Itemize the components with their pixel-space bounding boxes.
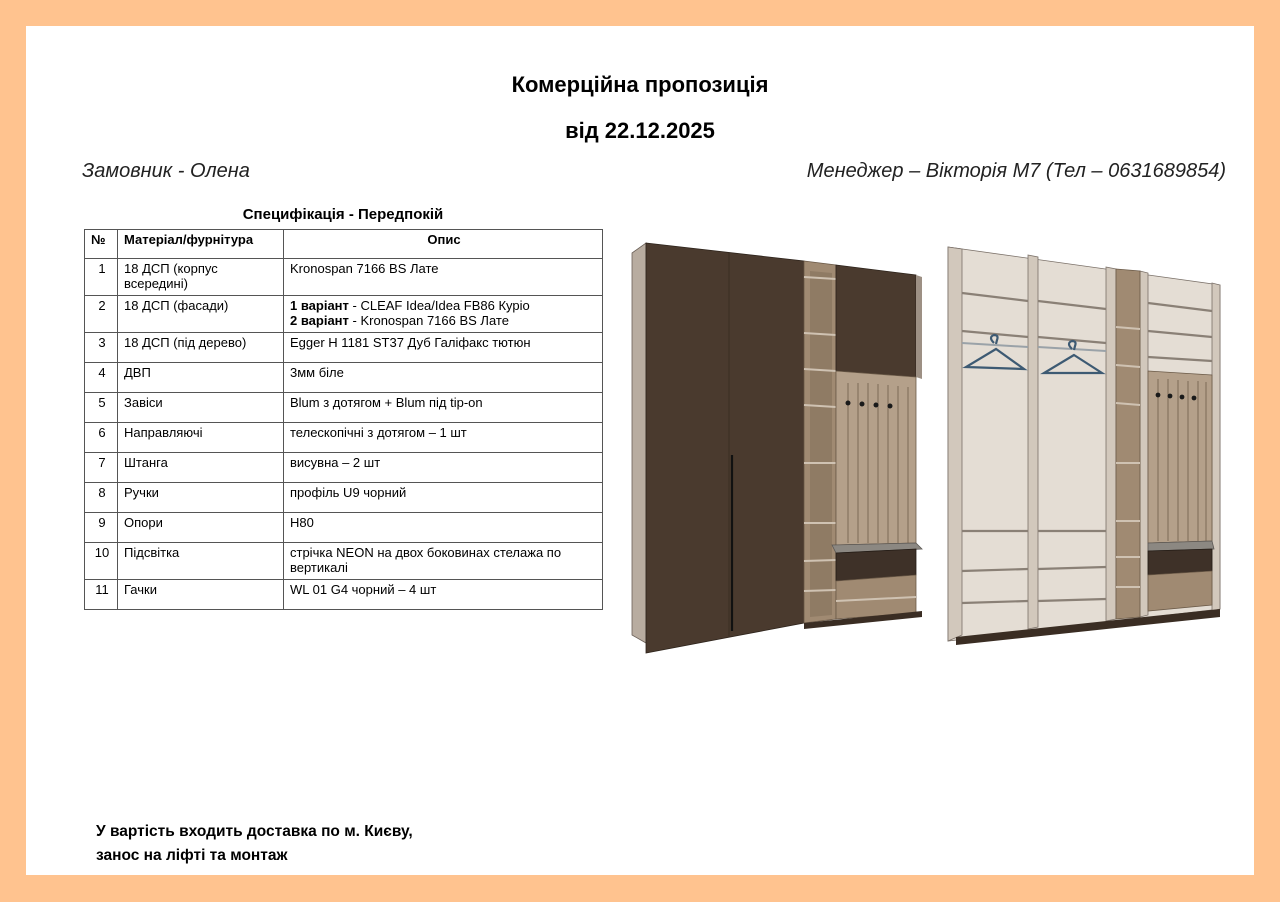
table-row [85, 296, 603, 333]
column-header-material: Матеріал/фурнітура [118, 230, 284, 259]
row-material: 18 ДСП (під дерево) [118, 333, 284, 363]
delivery-note-line-2: занос на ліфті та монтаж [96, 847, 288, 864]
row-description: телескопічні з дотягом – 1 шт [284, 423, 603, 453]
row-material: 18 ДСП (корпус всередині) [118, 259, 284, 296]
row-material: Штанга [118, 453, 284, 483]
row-number: 1 [85, 259, 118, 296]
table-row [85, 363, 603, 393]
row-number: 9 [85, 513, 118, 543]
row-description: профіль U9 чорний [284, 483, 603, 513]
delivery-note [96, 820, 413, 868]
column-header-number: № [85, 230, 118, 259]
variant-2-text: - Kronospan 7166 BS Лате [348, 313, 509, 328]
client-name: Замовник - Олена [82, 160, 250, 182]
furniture-render-closed [626, 231, 926, 661]
row-number: 7 [85, 453, 118, 483]
delivery-note-line-1: У вартість входить доставка по м. Києву, [96, 823, 413, 840]
spec-title: Специфікація - Передпокій [242, 206, 444, 223]
table-header-row [85, 230, 603, 259]
row-number: 3 [85, 333, 118, 363]
row-number: 11 [85, 580, 118, 610]
document-title: Комерційна пропозиція [511, 72, 769, 97]
table-row [85, 513, 603, 543]
row-number: 2 [85, 296, 118, 333]
row-number: 6 [85, 423, 118, 453]
row-material: Завіси [118, 393, 284, 423]
row-material: Гачки [118, 580, 284, 610]
row-material: Ручки [118, 483, 284, 513]
row-description: Egger H 1181 ST37 Дуб Галіфакс тютюн [284, 333, 603, 363]
document-page [26, 26, 1254, 875]
row-description: висувна – 2 шт [284, 453, 603, 483]
variant-2-label: 2 варіант [290, 313, 349, 328]
table-row [85, 393, 603, 423]
row-material: Підсвітка [118, 543, 284, 580]
spec-table [84, 229, 603, 610]
row-description: Н80 [284, 513, 603, 543]
column-header-description: Опис [284, 230, 603, 259]
furniture-render-open [942, 231, 1232, 661]
row-description: WL 01 G4 чорний – 4 шт [284, 580, 603, 610]
table-row [85, 580, 603, 610]
row-number: 5 [85, 393, 118, 423]
table-row [85, 423, 603, 453]
row-material: ДВП [118, 363, 284, 393]
row-number: 8 [85, 483, 118, 513]
row-number: 4 [85, 363, 118, 393]
row-material: Направляючі [118, 423, 284, 453]
table-row [85, 259, 603, 296]
document-date: від 22.12.2025 [565, 118, 715, 143]
row-description: стрічка NEON на двох боковинах стелажа по вертикалі [284, 543, 603, 580]
table-row [85, 483, 603, 513]
row-description: 3мм біле [284, 363, 603, 393]
variant-1-label: 1 варіант [290, 298, 349, 313]
row-description: Blum з дотягом + Blum під tip-on [284, 393, 603, 423]
row-material: Опори [118, 513, 284, 543]
table-row [85, 453, 603, 483]
table-row [85, 543, 603, 580]
row-description [284, 296, 603, 333]
variant-1-text: - CLEAF Idea/Idea FB86 Куріо [348, 298, 530, 313]
row-number: 10 [85, 543, 118, 580]
manager-contact: Менеджер – Вікторія М7 (Тел – 0631689854) [806, 160, 1226, 182]
row-material: 18 ДСП (фасади) [118, 296, 284, 333]
table-row [85, 333, 603, 363]
row-description: Kronospan 7166 BS Лате [284, 259, 603, 296]
